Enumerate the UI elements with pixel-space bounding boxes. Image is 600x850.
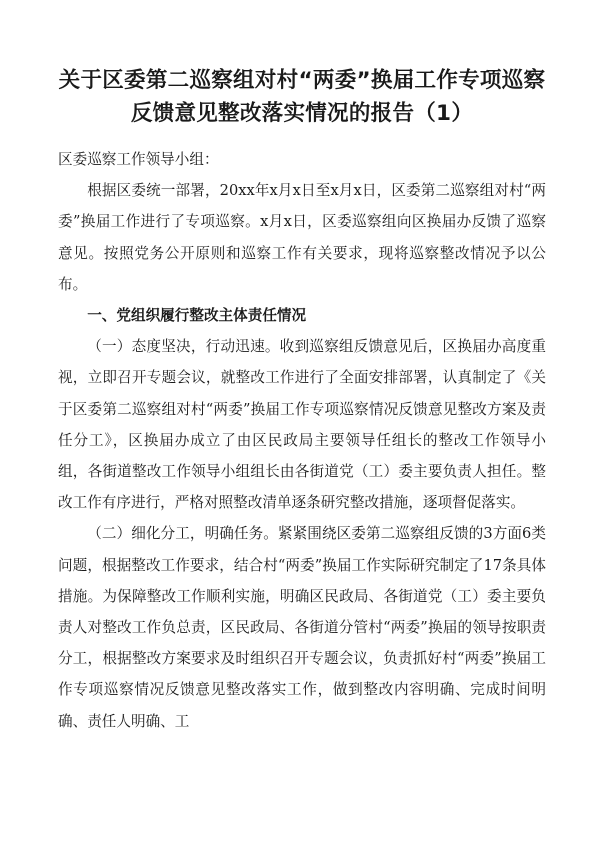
document-title: 关于区委第二巡察组对村“两委”换届工作专项巡察反馈意见整改落实情况的报告（1） (58, 68, 546, 126)
salutation: 区委巡察工作领导小组： (58, 151, 219, 168)
intro-paragraph: 根据区委统一部署，20xx年x月x日至x月x日，区委第二巡察组对村“两委”换届工作进行了专项巡察。x月x日，区委巡察组向区换届办反馈了巡察意见。按照党务公开原则和巡察工作有关要求，现将巡察整改情况予以公布。 (58, 182, 546, 293)
section-heading: 一、党组织履行整改主体责任情况 (87, 307, 307, 325)
paragraph-attitude: （一）态度坚决，行动迅速。收到巡察组反馈意见后，区换届办高度重视，立即召开专题会议，就整改工作进行了全面安排部署，认真制定了《关于区委第二巡察组对村“两委”换届工作专项巡察情况反馈意见整改方案及责任分工》，区换届办成立了由区民政局主要领导任组长的整改工作领导小组，各街道整改工作领导小组组长由各街道党（工）委主要负责人担任。整改工作有序进行，严格对照整改清单逐条研究整改措施，逐项督促落实。 (58, 338, 546, 512)
paragraph-division: （二）细化分工，明确任务。紧紧围绕区委第二巡察组反馈的3方面6类问题，根据整改工作要求，结合村“两委”换届工作实际研究制定了17条具体措施。为保障整改工作顺利实施，明确区民政局、各街道党（工）委主要负责人对整改工作负总责，区民政局、各街道分管村“两委”换届的领导按职责分工，根据整改方案要求及时组织召开专题会议，负责抓好村“两委”换届工作专项巡察情况反馈意见整改落实工作，做到整改内容明确、完成时间明确、责任人明确、工 (58, 525, 546, 730)
